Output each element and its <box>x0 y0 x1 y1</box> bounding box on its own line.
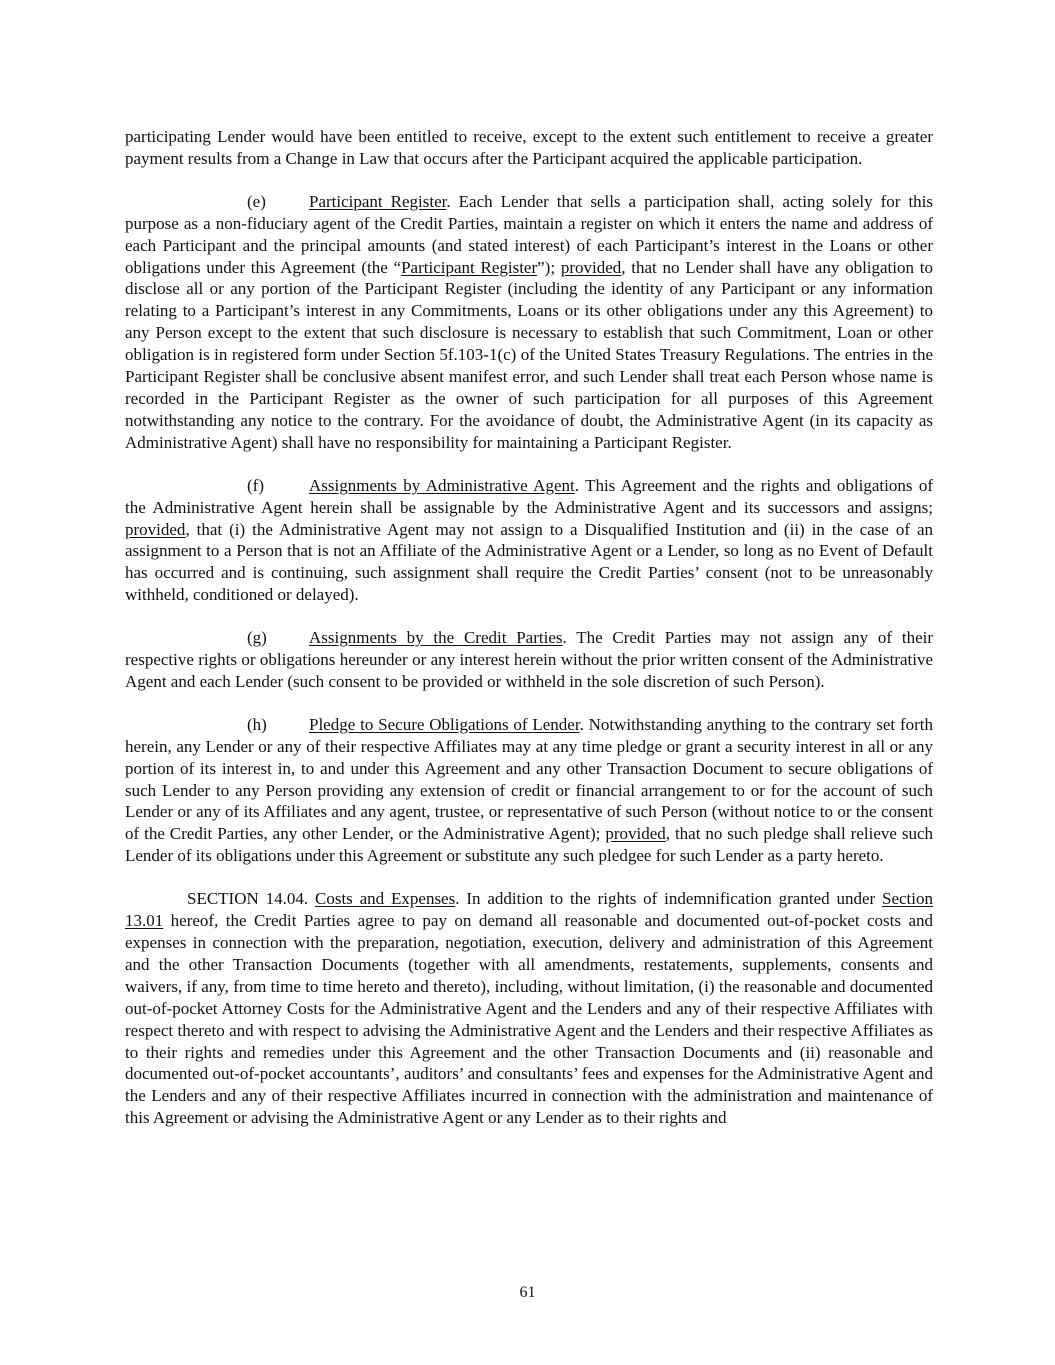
text-run: . In addition to the rights of indemnification granted under <box>455 889 883 909</box>
continuation-paragraph <box>125 126 933 170</box>
text-run: hereof, the Credit Parties agree to pay on demand all reasonable and documented out-of-pocket costs and expenses in connection with the preparation, negotiation, execution, delivery and administration of this Agreement and the other Transaction Documents (together with all amendments, restatements, supplements, consents and waivers, if any, from time to time hereto and thereto), including, without limitation, (i) the reasonable and documented out-of-pocket Attorney Costs for the Administrative Agent and the Lenders and any of their respective Affiliates with respect thereto and with respect to advising the Administrative Agent and the Lenders and their respective Affiliates as to their rights and remedies under this Agreement and the other Transaction Documents and (ii) reasonable and documented out-of-pocket accountants’, auditors’ and consultants’ fees and expenses for the Administrative Agent and the Lenders and any of their respective Affiliates incurred in connection with the administration and maintenance of this Agreement or advising the Administrative Agent or any Lender as to their rights and <box>125 911 933 1128</box>
document-body <box>125 126 933 1150</box>
text-run: SECTION 14.04. <box>187 889 315 909</box>
underlined-term: Pledge to Secure Obligations of Lender <box>309 714 580 734</box>
underlined-term: provided <box>125 519 186 539</box>
section-paragraph <box>125 888 933 1129</box>
underlined-term: Participant Register <box>309 191 447 211</box>
underlined-term: provided <box>605 824 666 844</box>
text-run: . Each Lender that sells a participation shall, acting solely for this purpose as a non-fiduciary agent of the Credit Parties, maintain a register on which it enters the name and address of each Participant and the principal amounts (and stated interest) of each Participant’s interest in the Loans or other obligations under this Agreement (the “ <box>125 191 934 277</box>
subsection-label: (f) <box>247 475 264 495</box>
underlined-term: Costs and Expenses <box>314 889 456 909</box>
underlined-term: Assignments by the Credit Parties <box>309 628 563 648</box>
text-run: . Notwithstanding anything to the contrary set forth herein, any Lender or any of their respective Affiliates may at any time pledge or grant a security interest in all or any portion of its interest in, to and under this Agreement and any other Transaction Document to secure obligations of such Lender to any Person providing any extension of credit or financial arrangement to or for the account of such Lender or any of its Affiliates and any agent, trustee, or representative of such Person (without notice to or the consent of the Credit Parties, any other Lender, or the Administrative Agent); <box>125 714 933 844</box>
underlined-term: provided <box>560 257 622 277</box>
subsection-paragraph <box>125 191 933 454</box>
text-run: ”); <box>537 257 561 277</box>
underlined-term: Section 13.01 <box>125 889 934 931</box>
text-run: . This Agreement and the rights and obligations of the Administrative Agent herein shall be assignable by the Administrative Agent and its successors and assigns; <box>125 475 934 517</box>
text-run: , that no such pledge shall relieve such Lender of its obligations under this Agreement or substitute any such pledgee for such Lender as a party hereto. <box>125 824 934 866</box>
subsection-label: (h) <box>247 714 267 734</box>
subsection-paragraph <box>125 475 933 606</box>
subsection-paragraph <box>125 714 933 867</box>
text-run: , that (i) the Administrative Agent may not assign to a Disqualified Institution and (ii) in the case of an assignment to a Person that is not an Affiliate of the Administrative Agent or a Lender, so long as no Event of Default has occurred and is continuing, such assignment shall require the Credit Parties’ consent (not to be unreasonably withheld, conditioned or delayed). <box>125 519 933 605</box>
subsection-paragraph <box>125 627 933 693</box>
page-number: 61 <box>519 1284 536 1301</box>
subsection-label: (e) <box>247 191 266 211</box>
text-run: . The Credit Parties may not assign any of their respective rights or obligations hereunder or any interest herein without the prior written consent of the Administrative Agent and each Lender (such consent to be provided or withheld in the sole discretion of such Person). <box>125 628 934 691</box>
subsection-label: (g) <box>247 628 267 648</box>
text-run: , that no Lender shall have any obligation to disclose all or any portion of the Participant Register (including the identity of any Participant or any information relating to a Participant’s interest in any Commitments, Loans or its other obligations under any this Agreement) to any Person except to the extent that such disclosure is necessary to establish that such Commitment, Loan or other obligation is in registered form under Section 5f.103-1(c) of the United States Treasury Regulations. The entries in the Participant Register shall be conclusive absent manifest error, and such Lender shall treat each Person whose name is recorded in the Participant Register as the owner of such participation for all purposes of this Agreement notwithstanding any notice to the contrary. For the avoidance of doubt, the Administrative Agent (in its capacity as Administrative Agent) shall have no responsibility for maintaining a Participant Register. <box>125 257 933 452</box>
underlined-term: Assignments by Administrative Agent <box>309 475 575 495</box>
underlined-term: Participant Register <box>401 257 538 277</box>
text-run: participating Lender would have been entitled to receive, except to the extent such entitlement to receive a greater payment results from a Change in Law that occurs after the Participant acquired the applicable participation. <box>125 127 933 168</box>
